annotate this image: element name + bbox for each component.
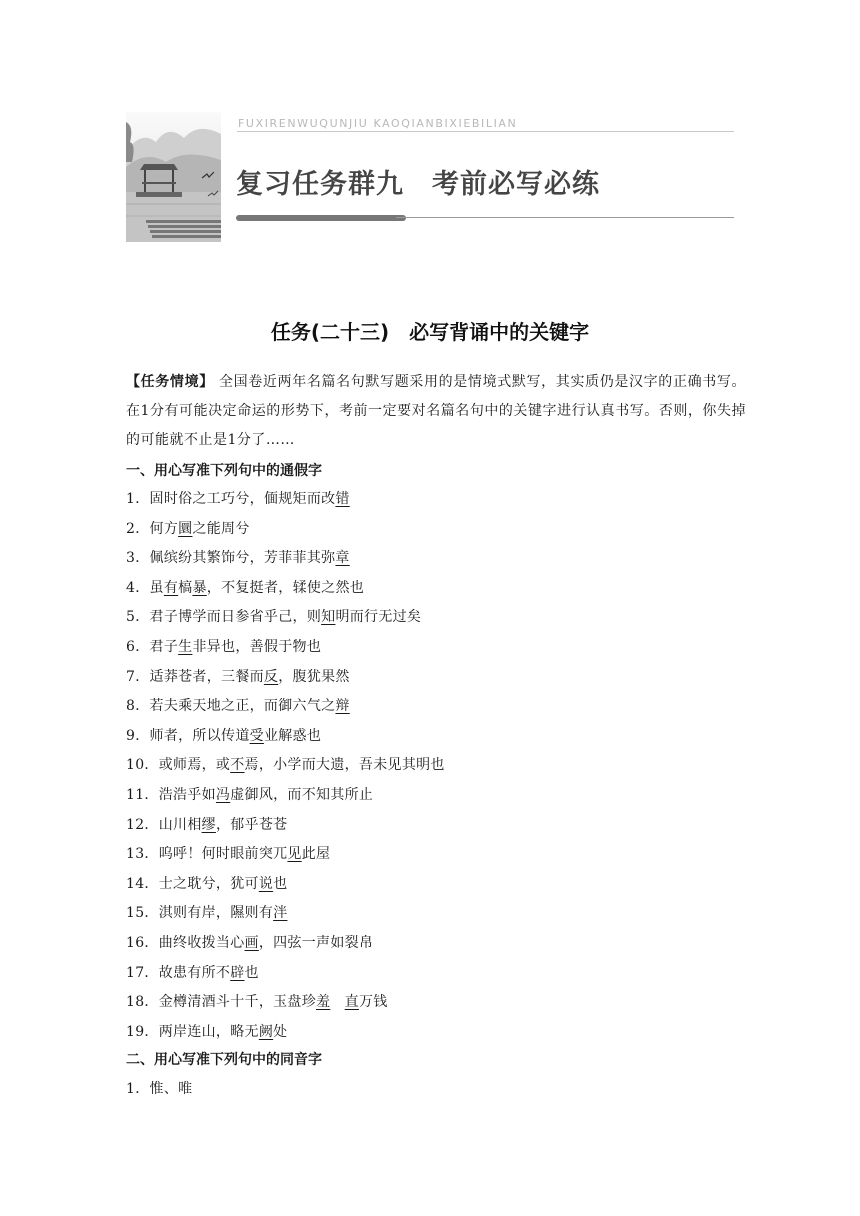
item-text: 槁 — [178, 579, 193, 596]
item-text: ，郁乎苍苍 — [215, 816, 288, 833]
section1-item — [126, 547, 350, 567]
item-text: 固时俗之工巧兮，偭规矩而改 — [149, 491, 336, 507]
underlined-character: 生 — [178, 639, 193, 655]
section1-item — [126, 636, 321, 656]
section2-heading: 二、用心写准下列句中的同音字 — [126, 1052, 322, 1068]
item-text: 明而行无过矣 — [335, 609, 422, 626]
section1-item — [126, 577, 364, 597]
item-number: 17． — [126, 964, 159, 981]
item-number: 13． — [126, 846, 159, 863]
item-text: ，腹犹果然 — [278, 668, 350, 685]
item-text: 佩缤纷其繁饰兮，芳菲菲其弥 — [149, 550, 336, 567]
underlined-character: 见 — [287, 846, 302, 863]
item-text: 淇则有岸，隰则有 — [158, 905, 274, 922]
item-text: 故患有所不 — [158, 964, 231, 981]
underlined-character: 章 — [335, 550, 350, 567]
section1-item — [126, 902, 287, 922]
underlined-character: 缪 — [201, 816, 216, 833]
item-number: 11． — [126, 787, 159, 803]
section1-item — [126, 784, 373, 804]
item-text: 万钱 — [358, 994, 388, 1011]
section1-heading: 一、用心写准下列句中的通假字 — [126, 463, 322, 479]
underlined-character: 辟 — [230, 964, 245, 981]
section1-item — [126, 754, 445, 774]
item-number: 15． — [126, 905, 159, 922]
item-text: 呜呼！何时眼前突兀 — [158, 846, 288, 863]
item-text: ，不复挺者，𫐓使之然也 — [206, 579, 365, 596]
item-text: 此屋 — [301, 846, 331, 863]
underlined-character: 画 — [244, 935, 259, 951]
underlined-character: 圜 — [178, 520, 193, 537]
item-text: 适莽苍者，三餐而 — [149, 668, 264, 685]
item-text: 师者，所以传道 — [149, 727, 250, 744]
header-bottom-rule — [236, 215, 734, 221]
underlined-character: 冯 — [215, 787, 231, 803]
section1-item — [126, 695, 350, 715]
item-text: 处 — [273, 1023, 288, 1040]
section1-item — [126, 991, 388, 1011]
item-number: 18． — [126, 994, 159, 1011]
item-text: 非异也，善假于物也 — [192, 639, 322, 655]
item-text: 也 — [244, 964, 259, 981]
item-text — [330, 994, 344, 1010]
item-text: 或师焉，或 — [158, 757, 231, 774]
item-text: ，四弦一声如裂帛 — [258, 935, 374, 951]
underlined-character: 阙 — [258, 1023, 274, 1040]
underlined-character: 暴 — [192, 579, 207, 596]
section1-item — [126, 1021, 287, 1041]
item-text: 业解惑也 — [263, 727, 322, 744]
item-text: 虽 — [149, 579, 164, 596]
section1-item — [126, 725, 321, 745]
item-text: 也 — [273, 875, 288, 892]
section1-item — [126, 606, 421, 626]
underlined-character: 错 — [335, 491, 350, 507]
item-text: 士之耽兮，犹可 — [158, 875, 259, 892]
section-title: 复习任务群九 考前必写必练 — [236, 169, 600, 200]
underlined-character: 有 — [163, 579, 179, 596]
header-pinyin: FUXIRENWUQUNJIU KAOQIANBIXIEBILIAN — [238, 117, 518, 130]
header-illustration — [126, 112, 221, 242]
header-top-rule — [237, 131, 734, 132]
underlined-character: 羞 — [316, 994, 331, 1011]
task-title: 任务(二十三) 必写背诵中的关键字 — [270, 320, 590, 344]
section1-item — [126, 518, 250, 538]
section1-item — [126, 666, 350, 686]
item-number: 8． — [126, 698, 150, 715]
landscape-pavilion-illustration — [126, 112, 221, 242]
item-number: 10． — [126, 757, 159, 774]
section1-item — [126, 962, 259, 982]
item-text: 两岸连山，略无 — [158, 1023, 259, 1040]
item-text: 浩浩乎如 — [158, 787, 216, 803]
item-number: 7． — [126, 668, 150, 685]
item-text: 何方 — [149, 520, 179, 537]
item-text: 君子博学而日参省乎己，则 — [149, 609, 322, 626]
item-number: 2． — [126, 520, 150, 537]
underlined-character: 反 — [263, 668, 279, 685]
task-context-text: 全国卷近两年名篇名句默写题采用的是情境式默写，其实质仍是汉字的正确书写。在1分有可能决定命运的形势下，考前一定要对名篇名句中的关键字进行认真书写。否则，你失掉的可能就不止是1分了…… — [126, 374, 747, 448]
item-text: 虚御风，而不知其所止 — [230, 787, 374, 803]
item-text: 曲终收拨当心 — [158, 935, 245, 951]
underlined-character: 直 — [344, 994, 359, 1011]
item-number: 5． — [126, 609, 150, 626]
item-number: 12． — [126, 816, 159, 833]
item-number: 3． — [126, 550, 150, 567]
item-number: 6． — [126, 639, 150, 655]
item-text: 惟、唯 — [149, 1081, 193, 1097]
task-context-tag: 【任务情境】 — [126, 374, 214, 390]
item-number: 1． — [126, 1081, 150, 1097]
item-text: 君子 — [149, 639, 179, 655]
item-number: 9． — [126, 727, 150, 744]
underlined-character: 受 — [249, 727, 264, 744]
item-text: 之能周兮 — [192, 520, 250, 537]
underlined-character: 说 — [258, 875, 274, 892]
item-number: 4． — [126, 579, 150, 596]
underlined-character: 不 — [230, 757, 245, 774]
item-number: 16． — [126, 935, 159, 951]
section1-item — [126, 873, 287, 893]
section1-item — [126, 814, 287, 834]
section1-item — [126, 488, 350, 508]
task-context-paragraph — [126, 368, 746, 455]
item-number: 14． — [126, 875, 159, 892]
item-text: 金樽清酒斗十千，玉盘珍 — [158, 994, 317, 1011]
item-text: 若夫乘天地之正，而御六气之 — [149, 698, 336, 715]
item-number: 1． — [126, 491, 150, 507]
underlined-character: 辩 — [335, 698, 350, 715]
underlined-character: 知 — [321, 609, 336, 626]
section1-item — [126, 843, 330, 863]
section1-item — [126, 932, 373, 952]
underlined-character: 泮 — [273, 905, 288, 922]
section2-item — [126, 1078, 192, 1098]
item-text: 山川相 — [158, 816, 202, 833]
item-number: 19． — [126, 1023, 159, 1040]
item-text: 焉，小学而大遗，吾未见其明也 — [244, 757, 445, 774]
